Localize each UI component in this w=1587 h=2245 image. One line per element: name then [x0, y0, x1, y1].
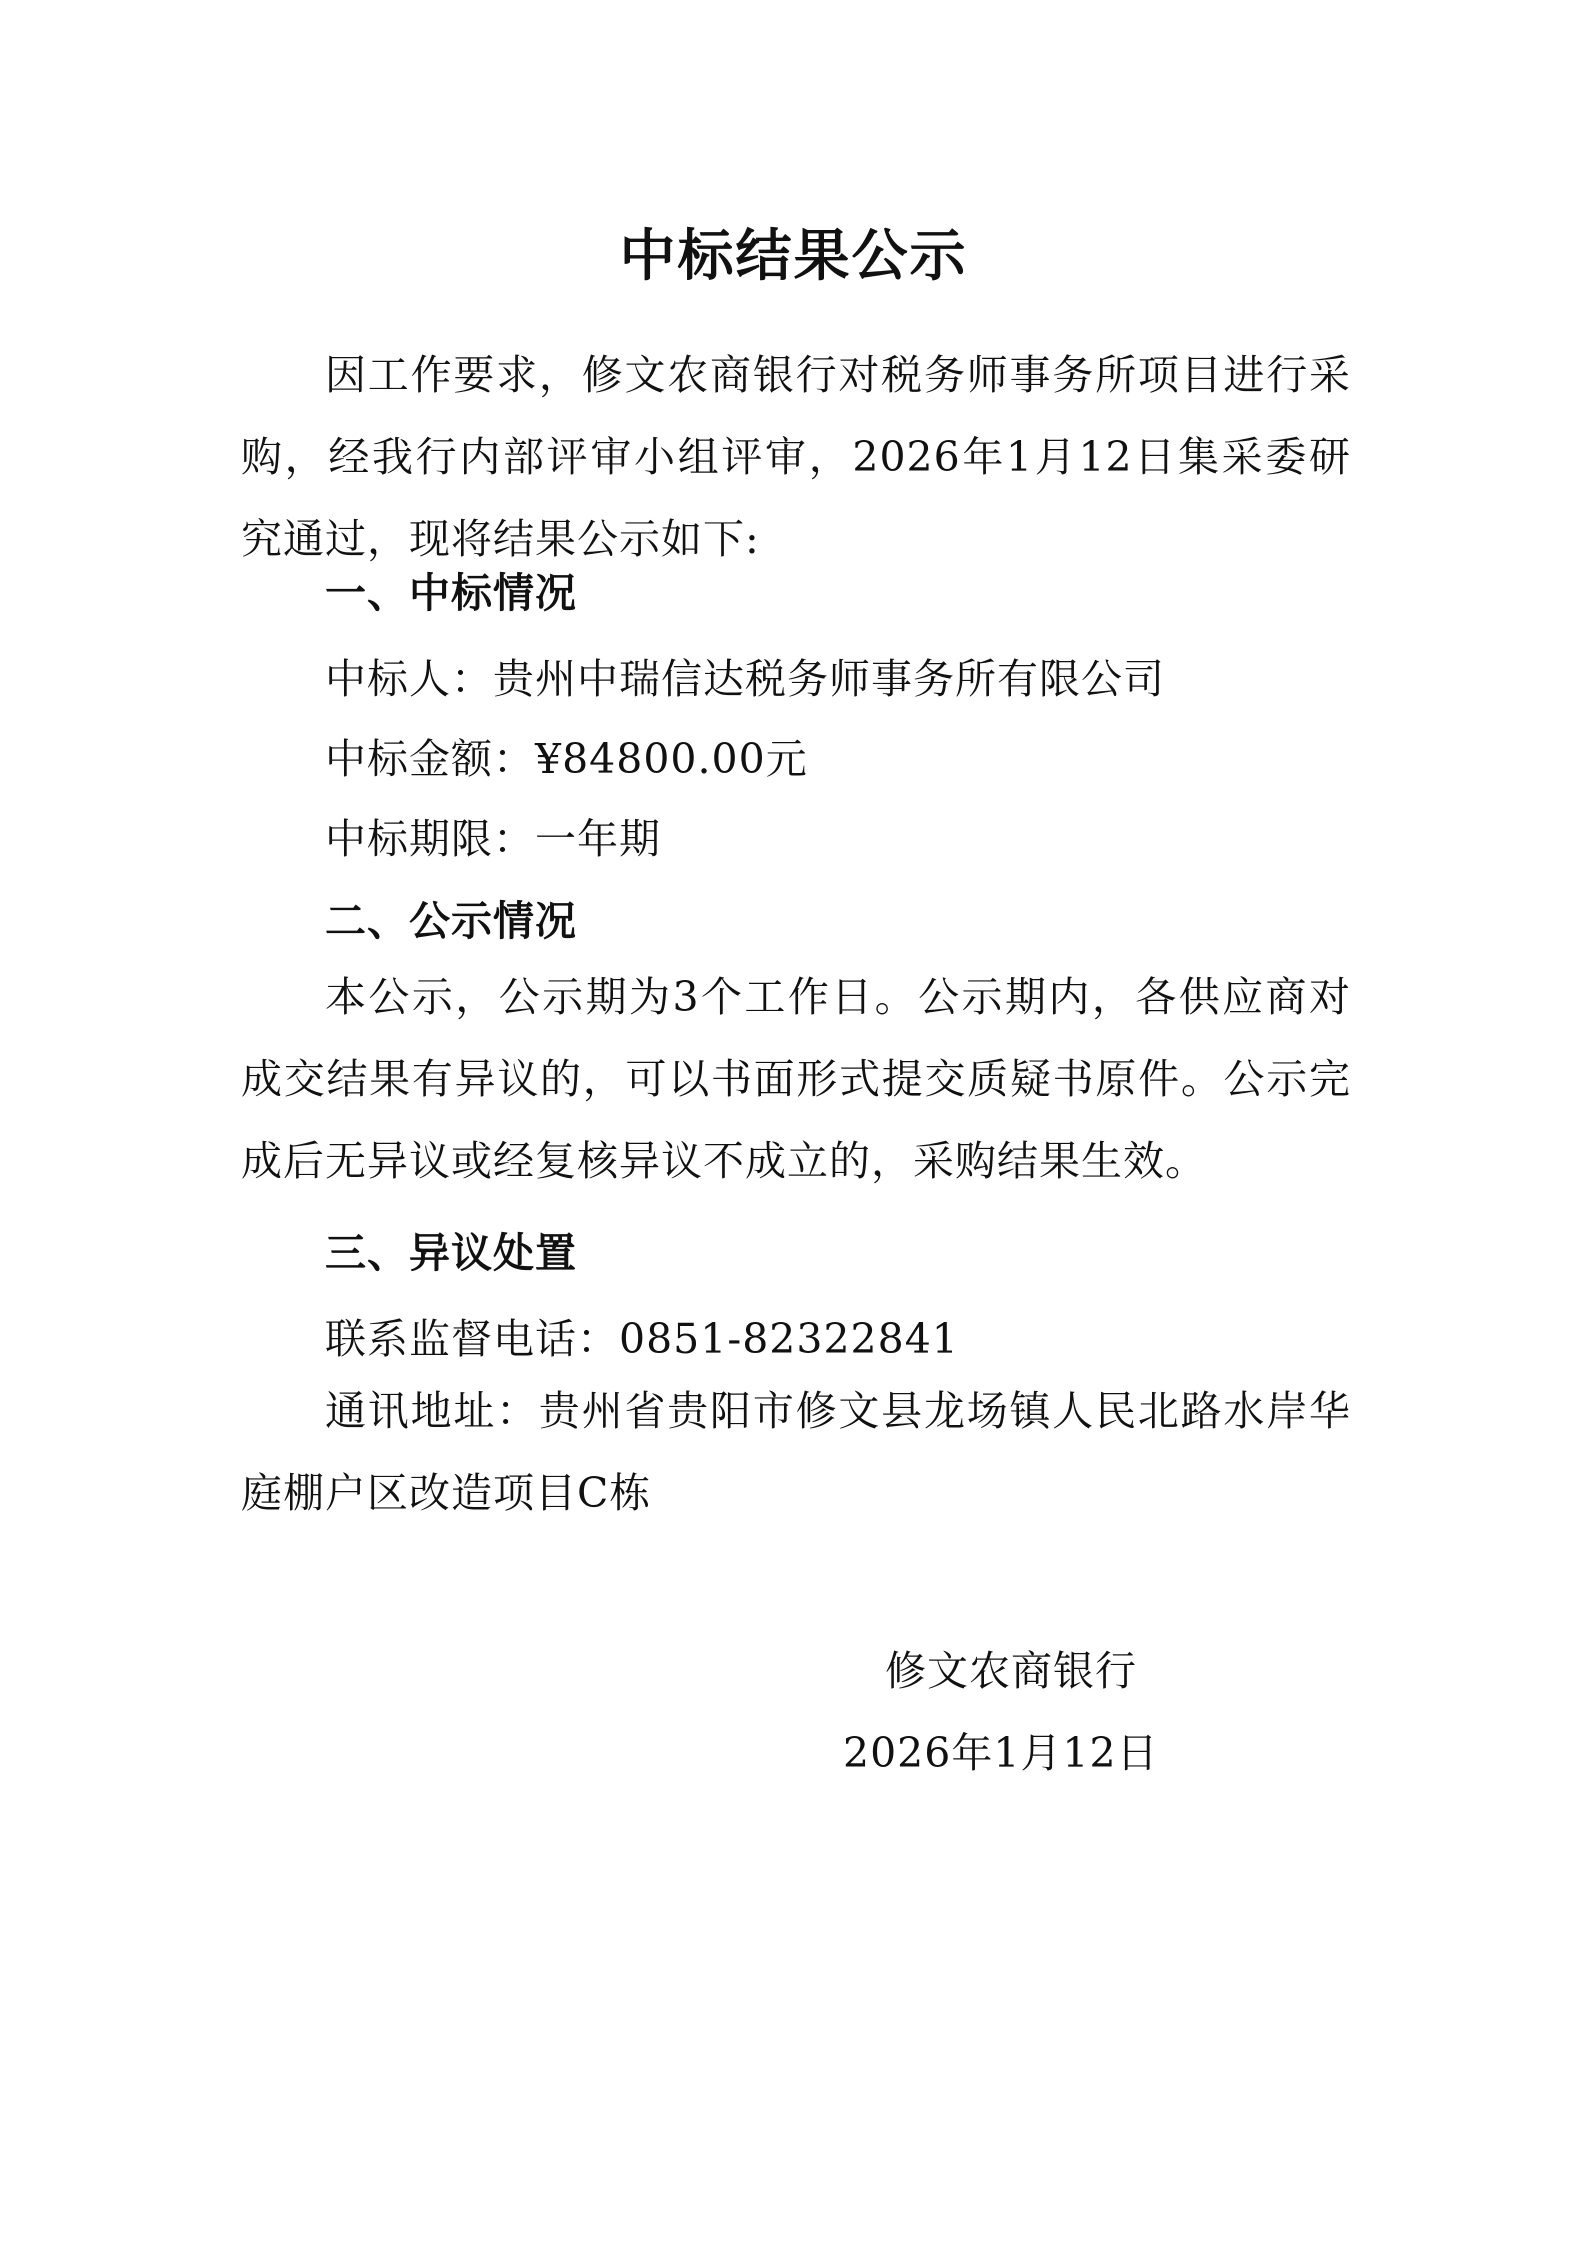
intro-paragraph: 因工作要求，修文农商银行对税务师事务所项目进行采购，经我行内部评审小组评审，2026年1月12日集采委研究通过，现将结果公示如下:	[241, 351, 1351, 563]
section2-heading: 二、公示情况	[325, 897, 577, 945]
section1-heading: 一、中标情况	[325, 569, 577, 617]
page-title: 中标结果公示	[619, 224, 968, 289]
section3-heading: 三、异议处置	[325, 1229, 577, 1277]
address-paragraph: 通讯地址：贵州省贵阳市修文县龙场镇人民北路水岸华庭棚户区改造项目C栋	[241, 1387, 1351, 1517]
winner-line: 中标人：贵州中瑞信达税务师事务所有限公司	[325, 655, 1165, 703]
amount-line: 中标金额：¥84800.00元	[325, 735, 808, 783]
term-line: 中标期限：一年期	[325, 815, 661, 863]
phone-line: 联系监督电话：0851-82322841	[325, 1315, 959, 1363]
section2-body: 本公示，公示期为3个工作日。公示期内，各供应商对成交结果有异议的，可以书面形式提交质疑书原件。公示完成后无异议或经复核异议不成立的，采购结果生效。	[241, 973, 1351, 1185]
signature-org: 修文农商银行	[885, 1647, 1137, 1695]
signature-date: 2026年1月12日	[843, 1729, 1159, 1777]
